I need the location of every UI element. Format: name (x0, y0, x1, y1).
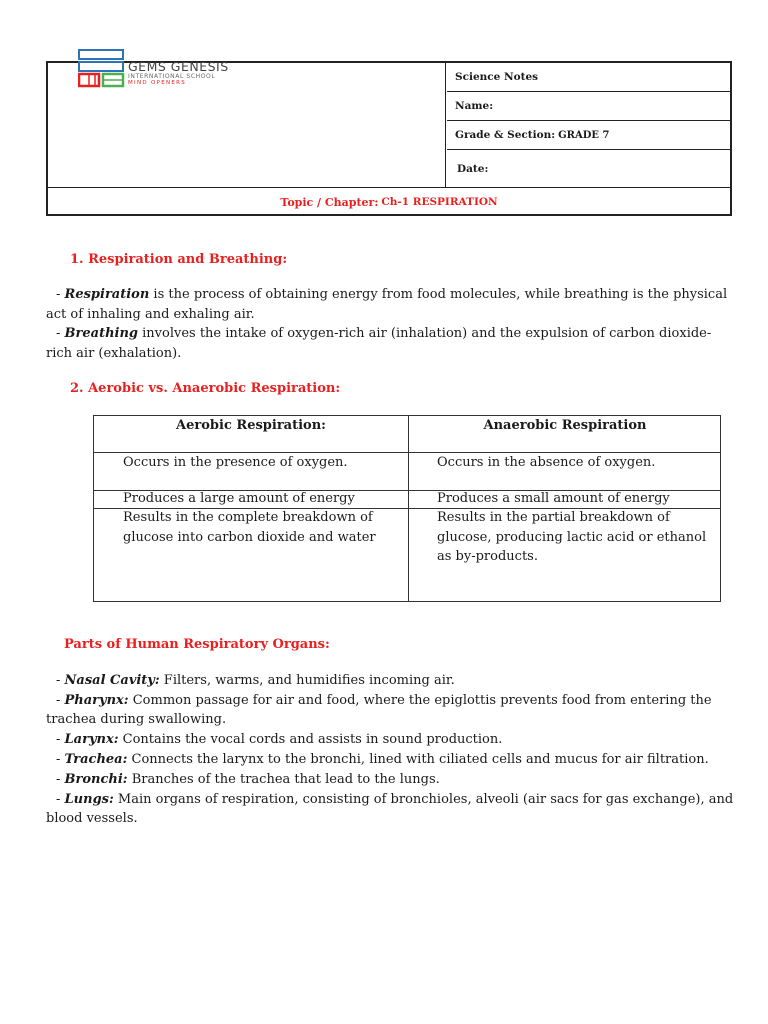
logo-name: GEMS GENESIS (128, 59, 229, 74)
science-notes-row (447, 63, 732, 92)
breathing-term: Breathing (64, 326, 138, 341)
section3-heading: Parts of Human Respiratory Organs: (64, 637, 330, 652)
list-item: - Pharynx: Common passage for air and food, where the epiglottis prevents food from entering the (56, 693, 712, 708)
larynx-term: Larynx: (64, 732, 119, 747)
list-item-continuation: blood vessels. (46, 811, 138, 826)
list-item: - Lungs: Main organs of respiration, consisting of bronchioles, alveoli (air sacs for gas exchange), and (56, 792, 734, 807)
respiration-line2: act of inhaling and exhaling air. (46, 306, 255, 322)
list-item: - Trachea: Connects the larynx to the bronchi, lined with ciliated cells and mucus for air filtration. (56, 752, 709, 767)
science-notes-label: Science Notes (455, 71, 539, 83)
respiration-term: Respiration (64, 287, 150, 302)
pharynx-term: Pharynx: (64, 693, 129, 708)
topic-row (48, 187, 730, 216)
respiration-line1: is the process of obtaining energy from food molecules, while breathing is the physical (149, 287, 728, 302)
comparison-table (93, 415, 721, 602)
list-item-continuation: trachea during swallowing. (46, 712, 227, 727)
breathing-line2: rich air (exhalation). (46, 345, 182, 361)
name-label: Name: (455, 100, 494, 112)
grade-value: GRADE 7 (558, 129, 610, 141)
name-row (447, 92, 732, 121)
table-cell-anaerobic-oxygen: Occurs in the absence of oxygen. (437, 455, 656, 470)
table-cell-aerobic-oxygen: Occurs in the presence of oxygen. (123, 455, 348, 470)
topic-value: Ch-1 RESPIRATION (381, 196, 498, 208)
section1-heading: 1. Respiration and Breathing: (70, 252, 288, 267)
logo-tagline: MIND OPENERS (128, 80, 187, 86)
topic-label: Topic / Chapter: (280, 195, 379, 209)
trachea-term: Trachea: (64, 752, 128, 767)
bronchi-term: Bronchi: (64, 772, 128, 787)
date-row (447, 150, 732, 187)
table-cell-aerobic-energy: Produces a large amount of energy (123, 491, 355, 506)
logo-mark-icon (78, 49, 126, 89)
anaerobic-header: Anaerobic Respiration (483, 418, 647, 433)
school-logo (78, 49, 238, 89)
respiration-paragraph (46, 285, 736, 363)
list-item: - Nasal Cavity: Filters, warms, and humidifies incoming air. (56, 673, 455, 688)
list-item: - Bronchi: Branches of the trachea that lead to the lungs. (56, 772, 440, 787)
grade-row (447, 121, 732, 150)
section2-heading: 2. Aerobic vs. Anaerobic Respiration: (70, 381, 341, 396)
breathing-dash: - (56, 326, 65, 341)
table-cell-anaerobic-energy: Produces a small amount of energy (437, 491, 670, 506)
aerobic-header: Aerobic Respiration: (176, 418, 326, 433)
grade-label: Grade & Section: (455, 129, 556, 141)
table-cell-anaerobic-breakdown: Results in the partial breakdown of glucose, producing lactic acid or ethanol as by-products. (437, 510, 707, 564)
breathing-line1: involves the intake of oxygen-rich air (inhalation) and the expulsion of carbon dioxide- (138, 326, 712, 341)
logo-subtitle: INTERNATIONAL SCHOOL (128, 73, 216, 80)
list-item: - Larynx: Contains the vocal cords and assists in sound production. (56, 732, 503, 747)
lungs-term: Lungs: (64, 792, 114, 807)
date-label: Date: (457, 162, 489, 175)
nasal-cavity-term: Nasal Cavity: (64, 673, 160, 688)
table-cell-aerobic-breakdown: Results in the complete breakdown of glucose into carbon dioxide and water (123, 510, 376, 545)
respiration-dash: - (56, 287, 65, 302)
